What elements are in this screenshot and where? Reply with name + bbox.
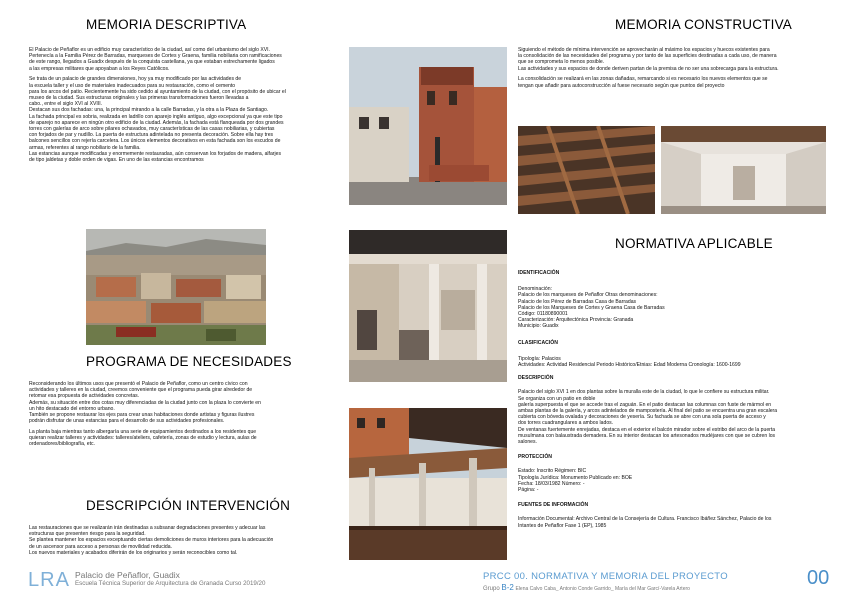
text-line: armas, referentes al rango nobiliario de la familia. [29,144,141,151]
text-line: También se propone restaurar los ejes para crear unas habitaciones donde artistas y figuras ilustres [29,412,255,419]
text-line: Las estancias aunque modificadas y enormemente restauradas, aún conservan los forjados de madera, alfarjes [29,150,282,157]
text-line: que se comprometa lo menos posible. [518,59,605,66]
programa-p2 [29,429,339,448]
intervencion-text [29,525,339,561]
text-line: Se plantea mantener los espacios exceptuando ciertas demoliciones de muros interiores para la adecuación [29,537,274,544]
identificacion-line: Caracterización: Arquitectónica Provincia: Granada [518,317,634,324]
clasificacion-line: Actividades: Actividad Residencial Periodo Histórico/Etnias: Edad Moderna Cronología: 1600-1699 [518,362,741,369]
descripcion-line: musulmana con balaustrada demadera. En su interior destacan los artesonados mudéjares con que se cubren los [518,432,776,439]
fuentes-list [518,516,833,528]
memoria-descriptiva-p1 [29,47,339,72]
descripcion-list [518,389,833,445]
proteccion-list [518,468,833,493]
text-line: a las empresas militares que apoyaban a los Reyes Católicos. [29,65,170,72]
text-line: El Palacio de Peñaflor es un edificio muy característico de la ciudad, así como del urbanismo del siglo XVI. [29,47,270,53]
identificacion-line: Palacio de los Marqueses de Cortes y Graena Casa de Barradas [518,304,665,311]
text-line: actividades y talleres en la ciudad, creemos conveniente que el programa pueda girar alrededor de [29,387,253,394]
text-line: Las actividades y sus espacios de donde deriven partan de la premisa de no ser una sobrecarga para la estructura. [518,65,779,72]
programa-p1 [29,381,339,424]
proteccion-line: Página: - [518,487,539,494]
normativa-title: NORMATIVA APLICABLE [615,236,773,251]
text-line: de aparejo no aparece en ningún otro edificio de la ciudad. Además, la fachada está flanqueada por dos grandes [29,119,284,126]
text-line: retomar esa propuesta de actividades concretas. [29,393,140,400]
text-line: Además, su situación entre dos cotas muy diferenciadas de la ciudad junto con la plaza lo convierte en [29,399,261,406]
text-line: de este rango, llegados a Guadix después de la conquista castellana, ya que estaban estrechamente ligados [29,59,275,66]
text-line: La consolidación se realizará en las zonas dañadas, remarcando si es necesario los nuevos elementos que se [518,76,768,83]
identificacion-line: Denominación: [518,286,552,293]
programa-text [29,381,339,452]
memoria-descriptiva-text [29,47,339,168]
memoria-constructiva-text [518,47,828,93]
footer-group [483,583,690,592]
clasificacion-list [518,356,833,368]
upper-gallery-photo [349,408,507,560]
descripcion-heading: DESCRIPCIÓN [518,375,554,382]
text-line: Destacan sus dos fachadas: una, la principal mirando a la calle Barradas, y la otra a la Plaza de Santiago. [29,107,269,114]
identificacion-line: Palacio de los marqueses de Peñaflor Otras denominaciones: [518,292,658,299]
text-line: museo de la ciudad. Sus estructuras originales y las primeras transformaciones fueron llevadas a [29,94,249,101]
text-line: Siguiendo el método de mínima intervención se aprovecharán al máximo los espacios y huecos existentes para [518,47,770,53]
proteccion-heading: PROTECCIÓN [518,454,552,461]
text-line: torres con galerías de arco sobre pilares ochavados, muy características de las casas nobiliarias, y cubiertas [29,125,275,132]
memoria-descriptiva-title: MEMORIA DESCRIPTIVA [86,17,247,32]
text-line: un hito destacado del entorno urbano. [29,405,115,412]
footer-members: Elena Calvo Caba_ Antonio Conde Garrido_ María del Mar Garcí-Varela Artero [515,586,690,592]
intervencion-p1 [29,525,339,556]
identificacion-line: Código: 01180890001 [518,311,568,318]
footer-school: Escuela Técnica Superior de Arquitectura de Granada Curso 2019/20 [75,580,266,587]
footer-project-name: Palacio de Peñaflor, Guadix [75,570,180,580]
clasificacion-line: Tipología: Palacios [518,355,561,362]
descripcion-line: Palacio del siglo XVI 1 en dos plantas sobre la muralla este de la ciudad, lo que le confiere su estructura militar. [518,389,770,396]
text-line: con forjados de par y nudillo. La puerta de estructura adintelada no presenta decoración. Sobre ella hay tres [29,132,274,139]
text-line: de tipo jaldetas y doble orden de vigas. En uno de las estancias encontramos [29,156,204,163]
intervencion-title: DESCRIPCIÓN INTERVENCIÓN [86,498,291,513]
text-line: balcones sencillos con rejería carcelera. Los únicos elementos decorativos en esta fachada son los escudos de [29,138,281,145]
lra-logo: LRA [28,569,70,591]
text-line: estructuras que presenten riesgo para la seguridad. [29,531,146,538]
fuentes-line: Intantes de Peñaflor Fase 1 (EP), 1985 [518,522,607,529]
text-line: Reconsiderando los últimos usos que presentó el Palacio de Peñaflor, como un centro cívico con [29,381,248,387]
footer-course: PRCC 00. NORMATIVA Y MEMORIA DEL PROYECTO [483,571,728,582]
fuentes-heading: FUENTES DE INFORMACIÓN [518,502,589,509]
text-line: de un ascensor para acceso a personas de movilidad reducida. [29,543,172,550]
facade-towers-photo [349,47,507,205]
text-line: Los nuevos materiales y acabados diferirán de los originarios y serán reconocibles como tal. [29,549,238,556]
descripcion-line: dos torres cuadrangulares a ambos lados. [518,420,614,427]
text-line: para los arcos del patio. Recientemente ha sido cedido al ayuntamiento de la ciudad, con el propósito de ubicar el [29,88,286,95]
identificacion-line: Palacio de los Pérez de Barradas Casa de Barradas [518,298,637,305]
footer-group-label: Grupo [483,586,500,592]
normativa-text [518,270,833,533]
memoria-constructiva-title: MEMORIA CONSTRUCTIVA [615,17,793,32]
text-line: ordenadores/bibliografía, etc. [29,441,95,448]
identificacion-line: Municipio: Guadix [518,323,559,330]
identificacion-list [518,286,833,329]
footer-group-id: B-2 [501,583,514,592]
text-line: quieran realizar talleres y actividades: talleres/ateliers, cafetería, zonas de estudio y lectura, aulas de [29,435,257,442]
text-line: la consolidación de las necesidades del programa y por tanto de las superficies destinadas a cada uso, de manera [518,53,777,60]
text-line: tengan que añadir para autoconstrucción al fuese necesario según que puntos del proyecto [518,82,725,89]
wooden-ceiling-photo [518,126,655,214]
proteccion-line: Fecha: 18/03/1982 Número: - [518,480,585,487]
descripcion-line: cubierta con bóveda ovalada y decoraciones de yesería. Su fachada se abre con una sola puerta de acceso y [518,414,766,421]
footer-left [75,570,265,589]
proteccion-line: Estado: Inscrito Régimen: BIC [518,468,587,475]
proteccion-line: Tipología Jurídica: Monumento Publicado en: BOE [518,474,633,481]
text-line: Las restauraciones que se realizarán irán destinadas a subsanar degradaciones presentes y adecuar las [29,525,266,531]
text-line: Pertenecía a la Familia Pérez de Barradas, marqueses de Cortes y Graena, familia nobiliaria con ramificaciones [29,53,282,60]
clasificacion-heading: CLASIFICACIÓN [518,339,558,346]
text-line: La fachada principal es sobria, realizada en ladrillo con aparejo inglés antiguo, algo excepcional ya que este tipo [29,113,283,120]
memoria-descriptiva-p2 [29,76,339,163]
text-line: podrán disfrutar de unas estancias para el desarrollo de sus actividades profesionales. [29,418,225,425]
programa-title: PROGRAMA DE NECESIDADES [86,354,292,369]
descripcion-line: Se organiza con un patio en doble [518,395,596,402]
aerial-town-photo [86,229,266,345]
text-line: La planta baja mientras tanto albergaría una serie de equipamientos destinados a los residentes que [29,428,257,435]
patio-gallery-photo [349,230,507,382]
descripcion-line: galería superpuesta el que se accede tras el zaguán. En el patio destacan las columnas con fuste de mármol en [518,401,772,408]
fuentes-line: Información Documental: Archivo Central de la Consejería de Cultura. Francisco Ibáñez Sánchez, Palacio de los [518,516,772,523]
page-number: 00 [807,567,830,589]
descripcion-line: ambas plantas de la galería, y arcos adintelados de mampostería. Al final del patio se encuentra una gran escalera [518,408,778,415]
memoria-constructiva-p2 [518,76,828,88]
identificacion-heading: IDENTIFICACIÓN [518,270,560,276]
text-line: Se trata de un palacio de grandes dimensiones, hoy ya muy modificado por las actividades de [29,76,242,83]
text-line: la escuela taller y el uso de materiales inadecuados para su restauración, como el cemento [29,82,236,89]
memoria-constructiva-p1 [518,47,828,72]
descripcion-line: De ventanas fuertemente enrejadas, destaca en el exterior el balcón mirador sobre el estribo del arco de la puerta [518,426,776,433]
interior-room-photo [661,126,826,214]
descripcion-line: salones. [518,439,537,446]
text-line: cabo., entre el siglo XVI al XVIII. [29,101,103,108]
